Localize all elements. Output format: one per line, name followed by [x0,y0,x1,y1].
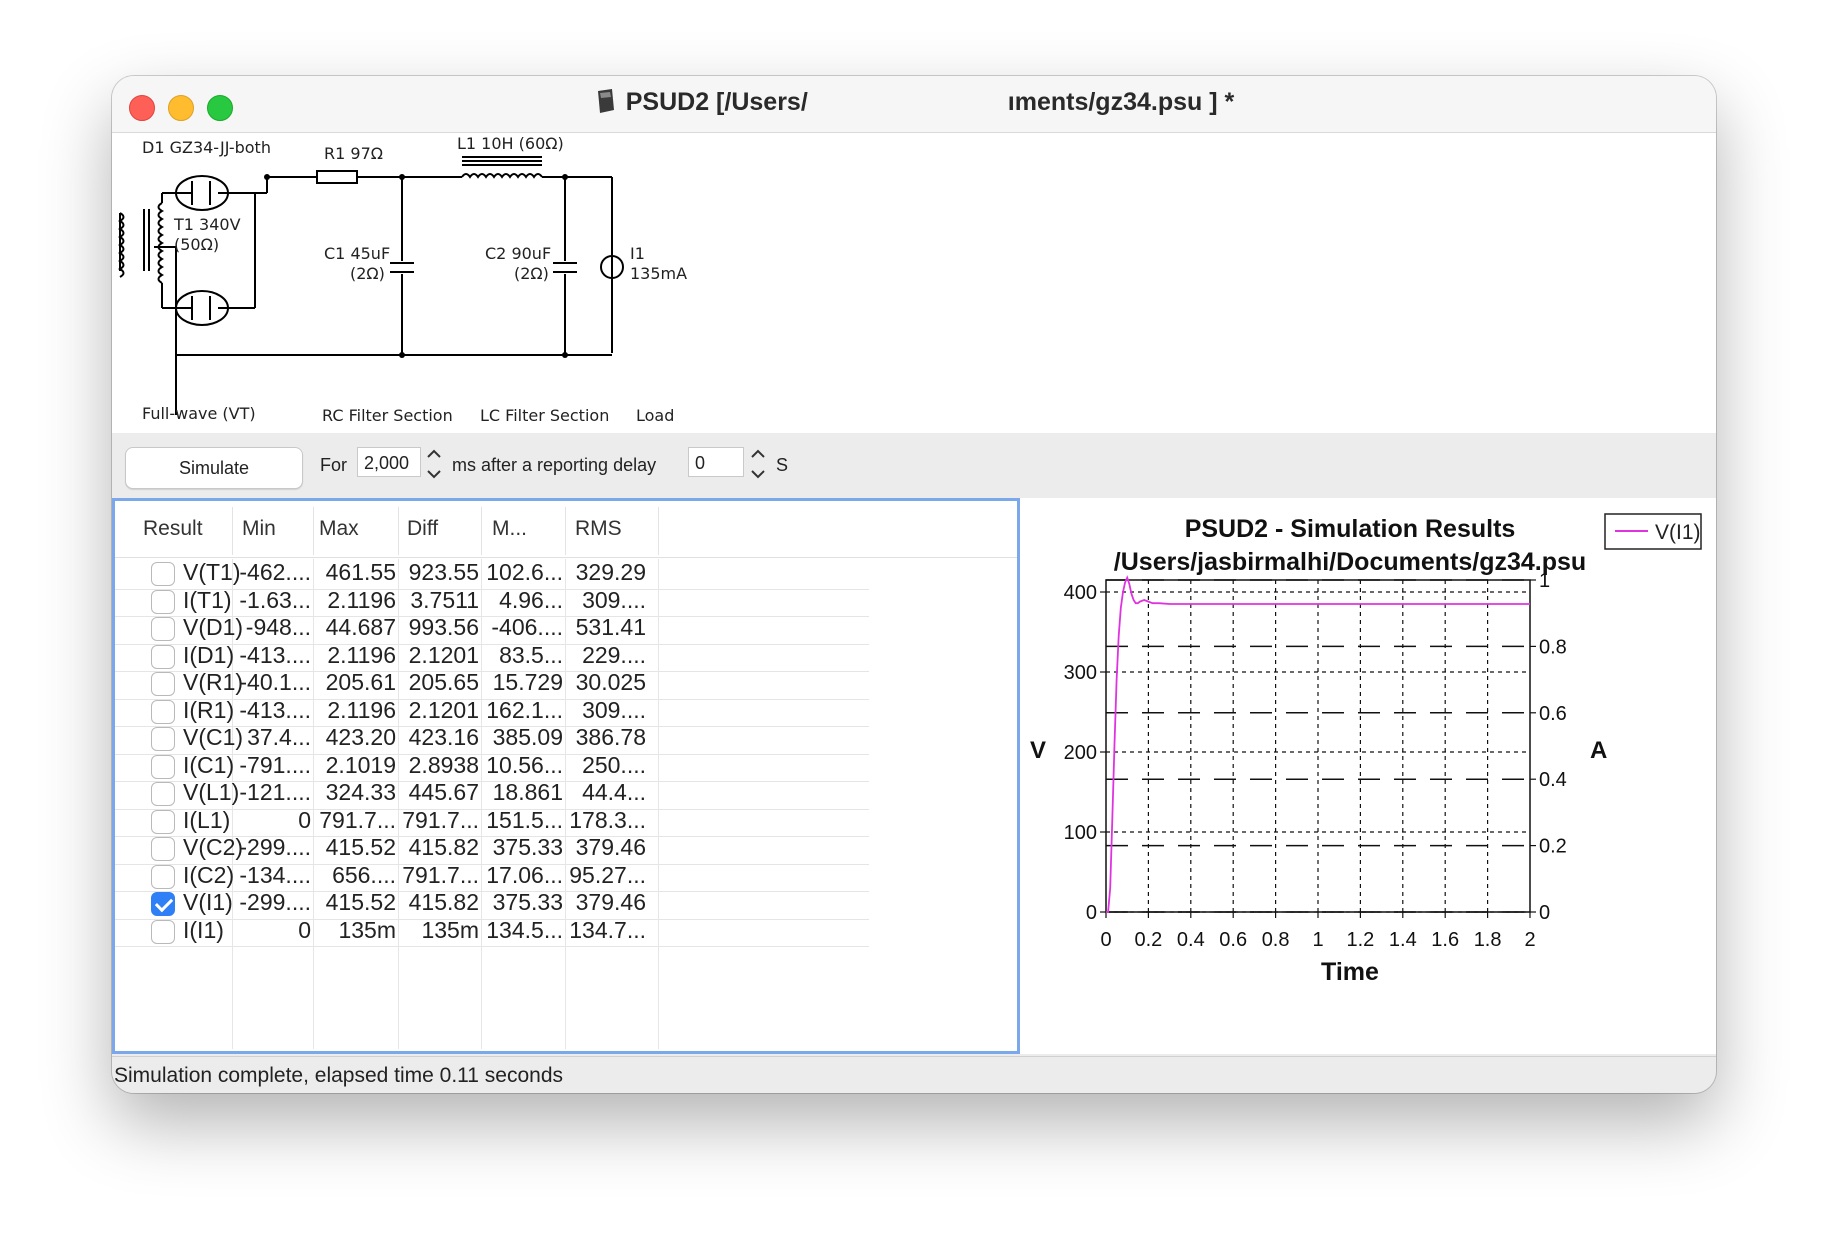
x-tick-label: 1.6 [1431,929,1460,951]
x-tick-label: 0.2 [1134,929,1163,951]
max-cell: 656.... [332,861,396,888]
result-checkbox[interactable] [151,837,175,861]
min-cell: -413.... [239,696,311,723]
col-header-rms[interactable]: RMS [575,517,622,540]
max-cell: 324.33 [325,779,396,805]
result-checkbox[interactable] [151,700,175,724]
y-tick-label: 0 [1085,902,1097,924]
rms-cell: 134.7... [569,916,646,943]
x-tick-label: 1.2 [1346,929,1375,951]
duration-stepper[interactable] [424,445,444,483]
mean-cell: 102.6... [486,559,563,585]
simulation-controls [112,433,1716,497]
result-name-cell: V(C2) [183,834,244,860]
window-title-prefix: PSUD2 [/Users/ [625,88,808,116]
result-checkbox[interactable] [151,892,175,916]
y2-tick-label: 0.6 [1539,702,1567,725]
max-cell: 205.61 [325,669,396,695]
results-table[interactable] [112,498,1020,1054]
duration-input[interactable]: 2,000 [357,447,421,477]
label-c1-line2: (2Ω) [350,264,385,283]
mean-cell: 385.09 [492,724,563,750]
min-cell: -299.... [239,889,311,915]
result-name-cell: I(I1) [183,916,224,943]
app-document-icon [594,88,616,114]
for-label: For [320,455,347,475]
result-checkbox[interactable] [151,590,175,614]
result-name-cell: V(L1) [183,779,240,805]
max-cell: 44.687 [325,614,396,640]
label-r1: R1 97Ω [324,144,383,163]
rms-cell: 95.27... [569,861,646,888]
label-i1-line2: 135mA [630,264,688,283]
redacted-region [808,91,1008,113]
window-title [112,88,1716,117]
ms-after-label: ms after a reporting delay [452,455,657,475]
table-row[interactable] [115,726,869,755]
result-name-cell: I(R1) [183,696,235,723]
max-cell: 461.55 [325,559,396,585]
section-rc-filter: RC Filter Section [322,406,453,425]
table-row[interactable] [115,836,869,865]
section-fullwave: Full-wave (VT) [142,404,256,423]
result-name-cell: V(T1) [183,559,241,585]
chart-title: PSUD2 - Simulation Results [1184,515,1516,543]
result-name-cell: I(L1) [183,806,231,833]
y-tick-label: 200 [1063,742,1097,764]
min-cell: -1.63... [239,586,311,613]
label-l1: L1 10H (60Ω) [457,134,564,153]
rms-cell: 386.78 [575,724,646,750]
label-t1-line2: (50Ω) [174,235,220,254]
mean-cell: 15.729 [492,669,563,695]
table-row[interactable] [115,861,869,893]
result-checkbox[interactable] [151,645,175,669]
diff-cell: 415.82 [408,834,479,860]
result-name-cell: V(C1) [183,724,244,750]
diff-cell: 993.56 [408,614,479,640]
max-cell: 2.1196 [327,696,396,723]
diff-cell: 2.8938 [408,751,479,778]
y-tick-label: 100 [1063,822,1097,844]
rms-cell: 44.4... [582,779,646,805]
rms-cell: 309.... [582,696,646,723]
col-header-min[interactable]: Min [242,517,276,540]
mean-cell: 17.06... [486,861,563,888]
chart-legend[interactable] [1605,514,1701,549]
window-title-suffix: ıments/gz34.psu ] * [1007,88,1235,116]
max-cell: 135m [338,916,396,943]
mean-cell: 83.5... [499,641,563,668]
min-cell: -299.... [239,834,311,860]
results-chart[interactable] [1020,498,1716,1054]
max-cell: 2.1019 [325,751,396,778]
max-cell: 415.52 [325,889,396,915]
chart-subtitle: /Users/jasbirmalhi/Documents/gz34.psu [1113,548,1587,576]
max-cell: 423.20 [325,724,396,750]
result-checkbox[interactable] [151,865,175,889]
mean-cell: 10.56... [486,751,563,778]
result-name-cell: I(D1) [183,641,235,668]
min-cell: -791.... [239,751,311,778]
y-axis-label-right: A [1590,737,1608,764]
y2-tick-label: 1 [1539,570,1551,592]
label-t1-line1: T1 340V [174,215,241,234]
section-lc-filter: LC Filter Section [480,406,610,425]
x-axis-label: Time [1321,958,1379,986]
y-tick-label: 400 [1063,582,1097,604]
diff-cell: 923.55 [408,559,479,585]
y2-tick-label: 0.8 [1539,636,1567,659]
results-chart-panel[interactable] [1020,498,1716,1054]
rms-cell: 379.46 [575,834,646,860]
result-checkbox[interactable] [151,672,175,696]
rms-cell: 30.025 [575,669,646,695]
diff-cell: 135m [421,916,479,943]
min-cell: 0 [298,806,311,833]
label-c2-line2: (2Ω) [514,264,549,283]
x-tick-label: 1 [1312,929,1324,951]
mean-cell: 18.861 [492,779,563,805]
max-cell: 2.1196 [327,641,396,668]
col-header-diff[interactable]: Diff [407,517,439,540]
mean-cell: 375.33 [492,889,563,915]
col-header-max[interactable]: Max [319,517,359,540]
min-cell: -40.1... [239,669,311,695]
table-row[interactable] [115,586,869,618]
x-tick-label: 0.4 [1176,929,1205,951]
result-checkbox[interactable] [151,920,175,944]
result-name-cell: V(D1) [183,614,244,640]
min-cell: -134.... [239,861,311,888]
diff-cell: 791.7... [402,861,479,888]
section-load: Load [636,406,675,425]
label-c2-line1: C2 90uF [485,244,552,263]
max-cell: 415.52 [325,834,396,860]
label-c1-line1: C1 45uF [324,244,391,263]
table-row[interactable] [115,671,869,700]
table-row[interactable] [115,616,869,645]
delay-stepper[interactable] [748,445,768,483]
x-tick-label: 1.4 [1388,929,1417,951]
circuit-schematic[interactable] [112,133,1716,433]
label-d1: D1 GZ34-JJ-both [142,138,271,157]
legend-label: V(I1) [1655,521,1701,544]
y-axis-label-left: V [1030,737,1047,764]
diff-cell: 3.7511 [410,586,479,613]
rms-cell: 229.... [582,641,646,668]
min-cell: -462.... [239,559,311,585]
result-name-cell: I(C1) [183,751,235,778]
diff-cell: 2.1201 [408,696,479,723]
title-bar [112,76,1716,133]
max-cell: 791.7... [319,806,396,833]
y2-tick-label: 0 [1539,902,1551,924]
table-row[interactable] [115,781,869,810]
col-header-result[interactable]: Result [143,517,203,540]
min-cell: -121.... [239,779,311,805]
rms-cell: 379.46 [575,889,646,915]
diff-cell: 415.82 [408,889,479,915]
rms-cell: 250.... [582,751,646,778]
mean-cell: -406.... [491,614,563,640]
status-bar [112,1056,1716,1093]
diff-cell: 205.65 [408,669,479,695]
diff-cell: 2.1201 [408,641,479,668]
min-cell: 37.4... [247,724,311,750]
result-checkbox[interactable] [151,755,175,779]
col-header-mean[interactable]: M... [492,517,527,540]
result-name-cell: V(R1) [183,669,244,695]
simulate-button[interactable]: Simulate [125,447,303,489]
x-tick-label: 0.6 [1219,929,1248,951]
mean-cell: 4.96... [499,586,563,613]
result-name-cell: I(C2) [183,861,235,888]
result-name-cell: V(I1) [183,889,233,915]
result-checkbox[interactable] [151,727,175,751]
rms-cell: 309.... [582,586,646,613]
delay-input[interactable]: 0 [688,447,744,477]
table-row[interactable] [115,806,869,838]
result-checkbox[interactable] [151,562,175,586]
min-cell: 0 [298,916,311,943]
table-row[interactable] [115,891,869,920]
status-message: Simulation complete, elapsed time 0.11 seconds [114,1064,564,1087]
max-cell: 2.1196 [327,586,396,613]
y2-tick-label: 0.2 [1539,835,1567,858]
min-cell: -413.... [239,641,311,668]
table-row[interactable] [115,641,869,673]
result-name-cell: I(T1) [183,586,232,613]
result-checkbox[interactable] [151,617,175,641]
rms-cell: 531.41 [575,614,646,640]
app-window [112,76,1716,1093]
mean-cell: 162.1... [486,696,563,723]
rms-cell: 178.3... [569,806,646,833]
mean-cell: 134.5... [486,916,563,943]
y-tick-label: 300 [1063,662,1097,684]
x-tick-label: 0.8 [1261,929,1290,951]
table-row[interactable] [115,696,869,728]
diff-cell: 423.16 [408,724,479,750]
table-row[interactable] [115,561,869,590]
table-row[interactable] [115,751,869,783]
diff-cell: 791.7... [402,806,479,833]
result-checkbox[interactable] [151,782,175,806]
table-row[interactable] [115,916,869,948]
mean-cell: 151.5... [486,806,563,833]
table-header [115,501,1017,558]
seconds-unit-label: S [776,455,789,475]
x-tick-label: 1.8 [1473,929,1502,951]
mean-cell: 375.33 [492,834,563,860]
x-tick-label: 2 [1524,929,1536,951]
x-tick-label: 0 [1100,929,1112,951]
label-i1-line1: I1 [630,244,645,263]
y2-tick-label: 0.4 [1539,769,1567,792]
rms-cell: 329.29 [575,559,646,585]
result-checkbox[interactable] [151,810,175,834]
min-cell: -948... [245,614,311,640]
diff-cell: 445.67 [408,779,479,805]
